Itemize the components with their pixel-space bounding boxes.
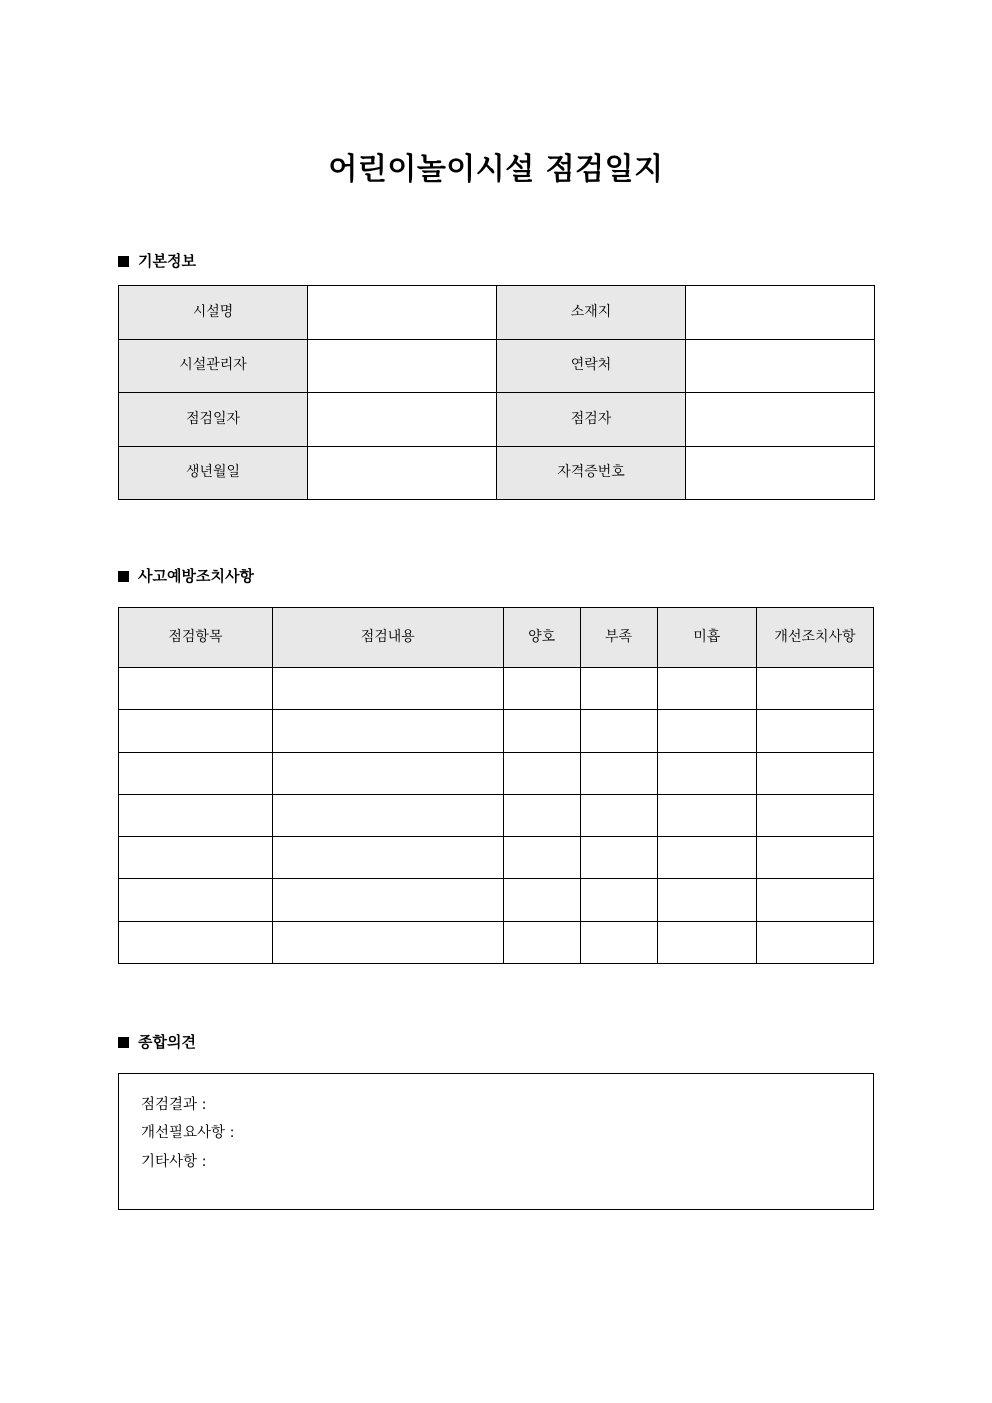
cell-lacking[interactable] <box>580 921 657 963</box>
table-row <box>119 837 874 879</box>
cell-good[interactable] <box>503 879 580 921</box>
cell-inspection-item[interactable] <box>119 794 273 836</box>
cell-poor[interactable] <box>657 837 757 879</box>
cell-improvement-action[interactable] <box>757 921 874 963</box>
section-heading-prevention-measures-label: 사고예방조치사항 <box>138 567 254 585</box>
table-row <box>119 879 874 921</box>
field-value-contact[interactable] <box>686 339 875 393</box>
cell-good[interactable] <box>503 794 580 836</box>
field-label-inspector: 점검자 <box>497 393 686 447</box>
cell-lacking[interactable] <box>580 710 657 752</box>
cell-inspection-item[interactable] <box>119 837 273 879</box>
cell-good[interactable] <box>503 921 580 963</box>
field-value-facility-manager[interactable] <box>308 339 497 393</box>
cell-inspection-item[interactable] <box>119 752 273 794</box>
cell-poor[interactable] <box>657 752 757 794</box>
column-header-inspection-item: 점검항목 <box>119 608 273 668</box>
cell-improvement-action[interactable] <box>757 794 874 836</box>
table-row <box>119 710 874 752</box>
opinion-label-other-matters: 기타사항 : <box>141 1153 207 1170</box>
basic-info-table <box>118 285 875 500</box>
field-label-inspection-date: 점검일자 <box>119 393 308 447</box>
cell-inspection-item[interactable] <box>119 668 273 710</box>
field-label-facility-name: 시설명 <box>119 286 308 340</box>
overall-opinion-box[interactable] <box>118 1073 874 1210</box>
opinion-label-inspection-result: 점검결과 : <box>141 1097 207 1113</box>
cell-lacking[interactable] <box>580 752 657 794</box>
cell-inspection-content[interactable] <box>272 921 503 963</box>
table-row <box>119 794 874 836</box>
field-value-inspection-date[interactable] <box>308 393 497 447</box>
field-value-location[interactable] <box>686 286 875 340</box>
opinion-label-improvement-needed: 개선필요사항 : <box>141 1125 235 1142</box>
cell-improvement-action[interactable] <box>757 752 874 794</box>
field-label-location: 소재지 <box>497 286 686 340</box>
cell-lacking[interactable] <box>580 668 657 710</box>
cell-lacking[interactable] <box>580 837 657 879</box>
field-value-facility-name[interactable] <box>308 286 497 340</box>
table-row <box>119 446 875 500</box>
cell-lacking[interactable] <box>580 794 657 836</box>
field-value-license-number[interactable] <box>686 446 875 500</box>
table-row <box>119 921 874 963</box>
table-row <box>119 393 875 447</box>
cell-good[interactable] <box>503 710 580 752</box>
cell-poor[interactable] <box>657 710 757 752</box>
cell-inspection-content[interactable] <box>272 752 503 794</box>
table-row <box>119 752 874 794</box>
section-heading-overall-opinion-label: 종합의견 <box>138 1033 196 1051</box>
prevention-measures-table <box>118 607 874 964</box>
field-label-license-number: 자격증번호 <box>497 446 686 500</box>
field-label-birth-date: 생년월일 <box>119 446 308 500</box>
field-value-inspector[interactable] <box>686 393 875 447</box>
square-bullet-icon <box>118 1037 129 1048</box>
cell-good[interactable] <box>503 668 580 710</box>
section-heading-basic-info <box>118 252 196 270</box>
field-label-contact: 연락처 <box>497 339 686 393</box>
page-title: 어린이놀이시설 점검일지 <box>328 152 664 188</box>
cell-improvement-action[interactable] <box>757 837 874 879</box>
cell-poor[interactable] <box>657 921 757 963</box>
column-header-poor: 미흡 <box>657 608 757 668</box>
cell-inspection-item[interactable] <box>119 879 273 921</box>
cell-improvement-action[interactable] <box>757 668 874 710</box>
cell-inspection-content[interactable] <box>272 837 503 879</box>
table-row <box>119 668 874 710</box>
cell-improvement-action[interactable] <box>757 710 874 752</box>
cell-inspection-item[interactable] <box>119 921 273 963</box>
cell-poor[interactable] <box>657 794 757 836</box>
cell-inspection-content[interactable] <box>272 794 503 836</box>
cell-lacking[interactable] <box>580 879 657 921</box>
table-row <box>119 286 875 340</box>
field-label-facility-manager: 시설관리자 <box>119 339 308 393</box>
cell-good[interactable] <box>503 837 580 879</box>
column-header-inspection-content: 점검내용 <box>272 608 503 668</box>
column-header-improvement-action: 개선조치사항 <box>757 608 874 668</box>
section-heading-basic-info-label: 기본정보 <box>138 252 196 270</box>
table-row <box>119 339 875 393</box>
cell-improvement-action[interactable] <box>757 879 874 921</box>
cell-poor[interactable] <box>657 879 757 921</box>
cell-poor[interactable] <box>657 668 757 710</box>
cell-inspection-content[interactable] <box>272 668 503 710</box>
square-bullet-icon <box>118 256 129 267</box>
table-header-row <box>119 608 874 668</box>
column-header-lacking: 부족 <box>580 608 657 668</box>
cell-inspection-content[interactable] <box>272 879 503 921</box>
cell-inspection-item[interactable] <box>119 710 273 752</box>
square-bullet-icon <box>118 571 129 582</box>
cell-good[interactable] <box>503 752 580 794</box>
field-value-birth-date[interactable] <box>308 446 497 500</box>
cell-inspection-content[interactable] <box>272 710 503 752</box>
column-header-good: 양호 <box>503 608 580 668</box>
section-heading-prevention-measures <box>118 567 254 585</box>
section-heading-overall-opinion <box>118 1033 196 1051</box>
